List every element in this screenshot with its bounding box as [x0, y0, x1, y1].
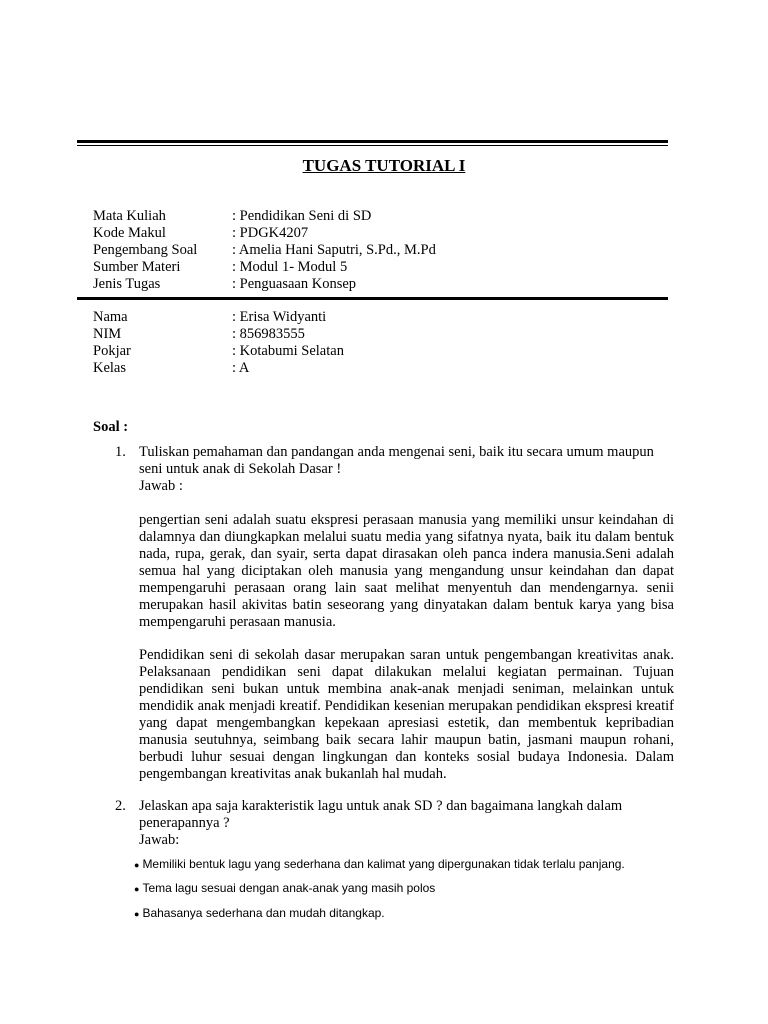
- bullet-icon: ●: [134, 909, 140, 919]
- soal-heading: Soal :: [93, 419, 129, 435]
- list-item: ● Bahasanya sederhana dan mudah ditangkap.: [134, 906, 385, 920]
- info-row-kelas: Kelas : A: [93, 360, 250, 376]
- answer-1-paragraph-1: pengertian seni adalah suatu ekspresi perasaan manusia yang memiliki unsur keindahan di dalamnya dan diungkapkan melalui suatu media yang sifatnya nyata, baik itu dalam bentuk nada, rupa, gerak, dan syair, serta dapat dirasakan oleh panca indera manusia.Seni adalah semua hal yang diciptakan oleh manusia yang mengandung unsur keindahan dan dapat mempengaruhi perasaan orang lain saat melihat menyentuh dan mendengarnya. senii merupakan hasil akivitas batin seseorang yang dinyatakan dalam bentuk karya yang bisa mempengaruhi perasaan manusia.: [139, 512, 674, 630]
- student-info: [93, 309, 673, 377]
- info-row-pokjar: Pokjar : Kotabumi Selatan: [93, 343, 344, 359]
- top-rule-thick: [77, 140, 668, 143]
- section-divider: [77, 297, 668, 300]
- info-row-kode-makul: Kode Makul : PDGK4207: [93, 225, 309, 241]
- document-title: TUGAS TUTORIAL I: [302, 156, 466, 175]
- bullet-icon: ●: [134, 860, 140, 870]
- top-rule-thin: [77, 145, 668, 146]
- question-2: [115, 798, 675, 849]
- answer-label: Jawab :: [139, 478, 183, 494]
- info-row-mata-kuliah: Mata Kuliah : Pendidikan Seni di SD: [93, 208, 372, 224]
- question-number: 1.: [115, 444, 126, 460]
- question-text: Jelaskan apa saja karakteristik lagu untuk anak SD ? dan bagaimana langkah dalam penerapannya ?: [139, 798, 623, 831]
- course-info: [93, 208, 673, 293]
- bullet-icon: ●: [134, 884, 140, 894]
- info-row-jenis-tugas: Jenis Tugas : Penguasaan Konsep: [93, 276, 357, 292]
- list-item: ● Tema lagu sesuai dengan anak-anak yang masih polos: [134, 881, 436, 895]
- info-row-nim: NIM : 856983555: [93, 326, 305, 342]
- list-item: ● Memiliki bentuk lagu yang sederhana dan kalimat yang dipergunakan tidak terlalu panjang.: [134, 857, 625, 871]
- answer-1-paragraph-2: Pendidikan seni di sekolah dasar merupakan saran untuk pengembangan kreativitas anak. Pelaksanaan pendidikan seni dapat dilakukan melalui kegiatan permainan. Tujuan pendidikan seni bukan untuk membina anak-anak menjadi seniman, melainkan untuk mendidik anak menjadi kreatif. Pendidikan kesenian merupakan pendidikan ekspresi kreatif yang dapat mengembangkan kepekaan apresiasi estetik, dan membentuk kepribadian manusia seutuhnya, seimbang baik secara lahir maupun batin, jasmani maupun rohani, berbudi luhur sesuai dengan lingkungan dan konteks sosial budaya Indonesia. Dalam pengembangan kreativitas anak bukanlah hal mudah.: [139, 647, 674, 782]
- question-1: [115, 444, 675, 495]
- question-number: 2.: [115, 798, 126, 814]
- info-row-nama: Nama : Erisa Widyanti: [93, 309, 327, 325]
- info-row-pengembang-soal: Pengembang Soal : Amelia Hani Saputri, S.Pd., M.Pd: [93, 242, 436, 258]
- info-row-sumber-materi: Sumber Materi : Modul 1- Modul 5: [93, 259, 348, 275]
- question-text: Tuliskan pemahaman dan pandangan anda mengenai seni, baik itu secara umum maupun seni untuk anak di Sekolah Dasar !: [139, 444, 654, 477]
- answer-label: Jawab:: [139, 832, 180, 848]
